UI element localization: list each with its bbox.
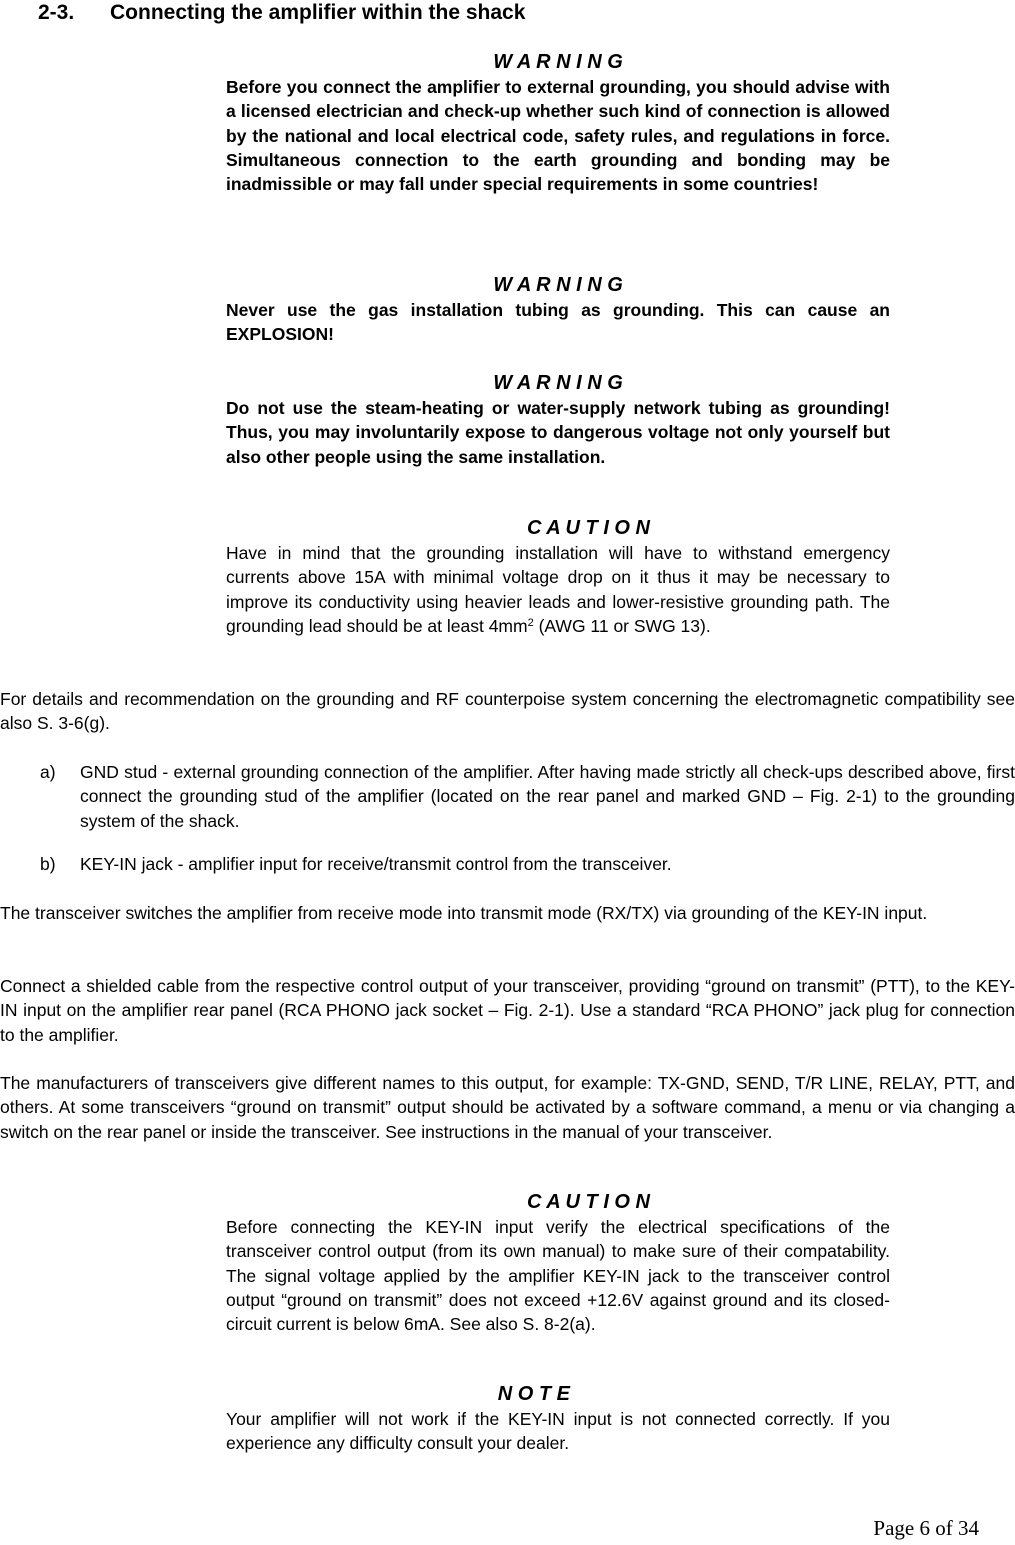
warning-body: Before you connect the amplifier to external grounding, you should advise with a licensed electrician and check-up whether such kind of connection is allowed by the national and local electrical code, safety rules, and regulations in force. Simultaneous connection to the earth grounding and bonding may be inadmissible or may fall under special requirements in some countries! [226,77,890,195]
paragraph-switch: The transceiver switches the amplifier from receive mode into transmit mode (RX/TX) via grounding of the KEY-IN input. [0,903,928,923]
warning-title: W A R N I N G [493,274,623,296]
caution-body: Have in mind that the grounding installation will have to withstand emergency currents above 15A with minimal voltage drop on it thus it may be necessary to improve its conductivity using heavier leads and lower-resistive grounding path. The grounding lead should be at least $4mm^2$ (AWG 11 or SWG 13). [226,543,890,636]
warning-water-tubing [226,370,890,469]
section-title: Connecting the amplifier within the shack [110,1,526,24]
warning-grounding-electrician [226,49,890,196]
page-number: Page 6 of 34 [873,1516,979,1540]
list-item-text: GND stud - external grounding connection of the amplifier. After having made strictly all check-ups described above, first connect the grounding stud of the amplifier (located on the rear panel and marked GND – Fig. 2-1) to the grounding system of the shack. [80,762,1015,831]
list-item-label: a) [40,762,56,782]
note-title: N O T E [497,1383,570,1405]
list-item-text: KEY-IN jack - amplifier input for receive/transmit control from the transceiver. [80,854,672,874]
section-number: 2-3. [38,1,75,24]
warning-gas-tubing [226,272,890,347]
section-heading [38,0,525,26]
list-item-gnd-stud [40,760,1015,833]
caution-body: Before connecting the KEY-IN input verify the electrical specifications of the transceiver control output (from its own manual) to make sure of their compatability. The signal voltage applied by the amplifier KEY-IN jack to the transceiver control output “ground on transmit” does not exceed +12.6V against ground and its closed-circuit current is below 6mA. See also S. 8-2(a). [226,1217,890,1335]
warning-body: Do not use the steam-heating or water-supply network tubing as grounding! Thus, you may involuntarily expose to dangerous voltage not only yourself but also other people using the same installation. [226,398,890,467]
warning-body: Never use the gas installation tubing as grounding. This can cause an EXPLOSION! [226,300,890,345]
caution-grounding-currents [226,515,890,638]
caution-title: C A U T I O N [527,517,650,539]
caution-title: C A U T I O N [527,1191,650,1213]
note-body: Your amplifier will not work if the KEY-IN input is not connected correctly. If you experience any difficulty consult your dealer. [226,1409,890,1454]
note-key-in [226,1381,890,1456]
warning-title: W A R N I N G [493,372,623,394]
warning-title: W A R N I N G [493,51,623,73]
caution-key-in-specs [226,1189,890,1336]
list-item-label: b) [40,854,56,874]
list-item-key-in [40,852,1015,876]
paragraph-details: For details and recommendation on the grounding and RF counterpoise system concerning the electromagnetic compatibility see also S. 3-6(g). [0,689,1015,734]
paragraph-manufacturers: The manufacturers of transceivers give different names to this output, for example: TX-GND, SEND, T/R LINE, RELAY, PTT, and others. At some transceivers “ground on transmit” output should be activated by a software command, a menu or via changing a switch on the rear panel or inside the transceiver. See instructions in the manual of your transceiver. [0,1073,1015,1142]
paragraph-connect: Connect a shielded cable from the respective control output of your transceiver, providing “ground on transmit” (PTT), to the KEY-IN input on the amplifier rear panel (RCA PHONO jack socket – Fig. 2-1). Use a standard “RCA PHONO” jack plug for connection to the amplifier. [0,976,1015,1045]
superscript: 2 [527,616,534,629]
